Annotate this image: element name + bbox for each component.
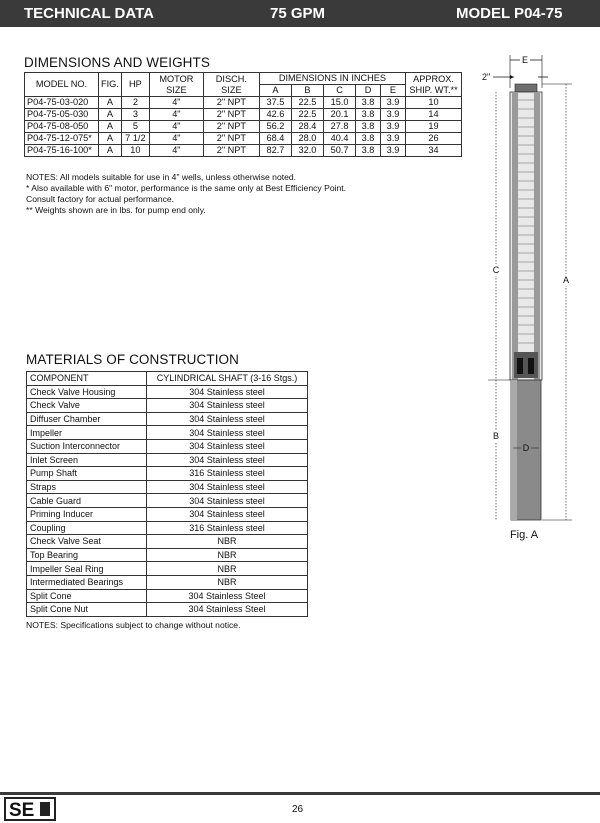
material-value: NBR: [147, 562, 308, 576]
materials-row: [27, 480, 308, 494]
dimensions-cell: 42.6: [259, 109, 291, 121]
material-component: Check Valve: [27, 399, 147, 413]
dimensions-cell: 4": [149, 133, 203, 145]
dimensions-table: [24, 72, 462, 157]
material-value: 304 Stainless Steel: [147, 603, 308, 617]
material-value: 316 Stainless steel: [147, 467, 308, 481]
material-value: 304 Stainless steel: [147, 507, 308, 521]
materials-row: [27, 399, 308, 413]
dimensions-cell: 19: [406, 121, 462, 133]
dimensions-cell: 22.5: [291, 109, 323, 121]
dimensions-cell: 4": [149, 109, 203, 121]
dimensions-cell: A: [99, 109, 122, 121]
dimensions-cell: 2" NPT: [203, 145, 259, 157]
dimensions-cell: P04-75-08-050: [25, 121, 99, 133]
material-value: 304 Stainless Steel: [147, 589, 308, 603]
materials-row: [27, 535, 308, 549]
material-value: 304 Stainless steel: [147, 412, 308, 426]
col-c: C: [324, 85, 356, 97]
material-value: 316 Stainless steel: [147, 521, 308, 535]
dim-2in-arrow: [510, 75, 514, 79]
material-value: 304 Stainless steel: [147, 480, 308, 494]
inlet-slot-left: [517, 358, 523, 374]
dimensions-cell: 3.9: [380, 121, 405, 133]
dimensions-row: [25, 121, 462, 133]
dimensions-cell: 28.4: [291, 121, 323, 133]
header-model: MODEL P04-75: [456, 5, 563, 22]
dimensions-cell: P04-75-16-100*: [25, 145, 99, 157]
dimensions-cell: 3.8: [356, 121, 381, 133]
dimensions-cell: 3.9: [380, 145, 405, 157]
dim-2in-label: 2": [482, 72, 491, 82]
figure-caption: Fig. A: [509, 529, 539, 541]
col-weight: APPROX. SHIP. WT.**: [406, 73, 462, 97]
dimensions-cell: A: [99, 133, 122, 145]
dimensions-cell: 28.0: [291, 133, 323, 145]
dimensions-cell: 15.0: [324, 97, 356, 109]
page-number: 26: [292, 804, 304, 815]
dimensions-row: [25, 97, 462, 109]
header-gpm: 75 GPM: [270, 5, 326, 22]
cable-guard-right: [534, 92, 540, 380]
materials-row: [27, 575, 308, 589]
motor-highlight: [511, 380, 517, 520]
materials-row: [27, 562, 308, 576]
materials-title: MATERIALS OF CONSTRUCTION: [26, 352, 240, 367]
dimensions-cell: 10: [121, 145, 149, 157]
dimensions-cell: 14: [406, 109, 462, 121]
materials-row: [27, 439, 308, 453]
dim-c-label: C: [492, 265, 500, 275]
company-logo: [4, 797, 56, 821]
material-value: 304 Stainless steel: [147, 439, 308, 453]
dimensions-cell: 10: [406, 97, 462, 109]
material-component: Impeller: [27, 426, 147, 440]
col-motor: MOTOR SIZE: [149, 73, 203, 97]
dimensions-cell: 3.9: [380, 133, 405, 145]
dimensions-cell: 4": [149, 97, 203, 109]
col-hp: HP: [121, 73, 149, 97]
dimensions-cell: 2: [121, 97, 149, 109]
dimensions-cell: 50.7: [324, 145, 356, 157]
dimensions-cell: 3.8: [356, 97, 381, 109]
dimensions-row: [25, 109, 462, 121]
material-component: Straps: [27, 480, 147, 494]
dimensions-row: [25, 145, 462, 157]
materials-row: [27, 412, 308, 426]
materials-table: [26, 371, 308, 617]
dimensions-cell: 2" NPT: [203, 109, 259, 121]
material-value: 304 Stainless steel: [147, 494, 308, 508]
material-component: Check Valve Housing: [27, 385, 147, 399]
col-model: MODEL NO.: [25, 73, 99, 97]
materials-row: [27, 385, 308, 399]
materials-row: [27, 453, 308, 467]
dimensions-cell: P04-75-05-030: [25, 109, 99, 121]
pump-diagram: [478, 52, 588, 542]
material-value: NBR: [147, 535, 308, 549]
dimensions-notes: [26, 172, 346, 216]
material-component: Pump Shaft: [27, 467, 147, 481]
dim-b-label: B: [492, 431, 500, 441]
material-component: Check Valve Seat: [27, 535, 147, 549]
col-disch: DISCH. SIZE: [203, 73, 259, 97]
material-component: Impeller Seal Ring: [27, 562, 147, 576]
dimensions-cell: 2" NPT: [203, 97, 259, 109]
dimensions-cell: 2" NPT: [203, 121, 259, 133]
dimensions-cell: 3.8: [356, 109, 381, 121]
materials-row: [27, 467, 308, 481]
dim-d-label: D: [522, 443, 530, 453]
dimensions-cell: 56.2: [259, 121, 291, 133]
discharge-head: [515, 84, 537, 92]
material-value: 304 Stainless steel: [147, 426, 308, 440]
dimensions-cell: 68.4: [259, 133, 291, 145]
dimensions-cell: 2" NPT: [203, 133, 259, 145]
dimensions-cell: A: [99, 121, 122, 133]
materials-note: NOTES: Specifications subject to change without notice.: [26, 620, 241, 630]
cable-guard-left: [512, 92, 518, 380]
dimensions-cell: 5: [121, 121, 149, 133]
materials-row: [27, 589, 308, 603]
footer-rule: [0, 792, 600, 795]
dimensions-cell: 20.1: [324, 109, 356, 121]
dimensions-cell: 26: [406, 133, 462, 145]
material-component: Coupling: [27, 521, 147, 535]
dimensions-cell: 37.5: [259, 97, 291, 109]
dimensions-cell: 22.5: [291, 97, 323, 109]
materials-row: [27, 494, 308, 508]
material-component: Intermediated Bearings: [27, 575, 147, 589]
dimensions-cell: 40.4: [324, 133, 356, 145]
material-component: Split Cone: [27, 589, 147, 603]
dimensions-cell: 34: [406, 145, 462, 157]
dimensions-cell: 7 1/2: [121, 133, 149, 145]
dimensions-title: DIMENSIONS AND WEIGHTS: [24, 55, 210, 70]
col-e: E: [380, 85, 405, 97]
logo-mark: [6, 799, 54, 819]
dimensions-cell: 32.0: [291, 145, 323, 157]
header-bar: [0, 0, 600, 27]
dimensions-cell: 3.8: [356, 133, 381, 145]
logo-block: [40, 802, 50, 816]
materials-row: [27, 548, 308, 562]
logo-letters: SE: [9, 800, 35, 819]
dimensions-cell: 4": [149, 121, 203, 133]
materials-row: [27, 507, 308, 521]
dimensions-cell: 3.8: [356, 145, 381, 157]
col-component: COMPONENT: [27, 372, 147, 386]
material-value: NBR: [147, 575, 308, 589]
materials-row: [27, 521, 308, 535]
material-component: Split Cone Nut: [27, 603, 147, 617]
materials-row: [27, 603, 308, 617]
dimensions-cell: A: [99, 97, 122, 109]
material-component: Priming Inducer: [27, 507, 147, 521]
note-line: Consult factory for actual performance.: [26, 194, 175, 204]
material-value: 304 Stainless steel: [147, 453, 308, 467]
material-value: NBR: [147, 548, 308, 562]
dimensions-cell: A: [99, 145, 122, 157]
material-component: Inlet Screen: [27, 453, 147, 467]
dimensions-cell: 3: [121, 109, 149, 121]
note-line: * Also available with 6" motor, performance is the same only at Best Efficiency Point.: [26, 183, 347, 193]
note-line: ** Weights shown are in lbs. for pump end only.: [26, 205, 206, 215]
material-component: Top Bearing: [27, 548, 147, 562]
material-component: Suction Interconnector: [27, 439, 147, 453]
material-value: 304 Stainless steel: [147, 385, 308, 399]
dimensions-cell: P04-75-12-075*: [25, 133, 99, 145]
header-title: TECHNICAL DATA: [24, 5, 154, 22]
note-line: NOTES: All models suitable for use in 4" wells, unless otherwise noted.: [26, 172, 297, 182]
col-d: D: [356, 85, 381, 97]
col-a: A: [259, 85, 291, 97]
dim-a-label: A: [562, 275, 570, 285]
col-shaft: CYLINDRICAL SHAFT (3-16 Stgs.): [147, 372, 308, 386]
dimensions-cell: 3.9: [380, 97, 405, 109]
material-component: Cable Guard: [27, 494, 147, 508]
materials-row: [27, 426, 308, 440]
dimensions-cell: P04-75-03-020: [25, 97, 99, 109]
dimensions-cell: 4": [149, 145, 203, 157]
dimensions-cell: 27.8: [324, 121, 356, 133]
dim-e-label: E: [521, 55, 529, 65]
col-fig: FIG.: [99, 73, 122, 97]
material-component: Diffuser Chamber: [27, 412, 147, 426]
dimensions-cell: 82.7: [259, 145, 291, 157]
col-b: B: [291, 85, 323, 97]
dimensions-cell: 3.9: [380, 109, 405, 121]
col-dims: DIMENSIONS IN INCHES: [259, 73, 405, 85]
dimensions-row: [25, 133, 462, 145]
material-value: 304 Stainless steel: [147, 399, 308, 413]
inlet-slot-right: [528, 358, 534, 374]
